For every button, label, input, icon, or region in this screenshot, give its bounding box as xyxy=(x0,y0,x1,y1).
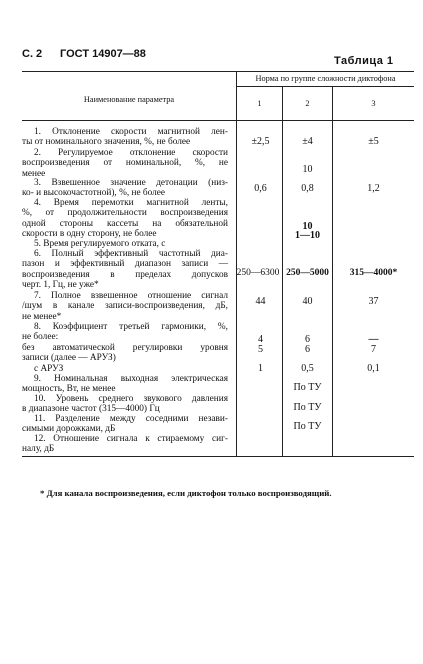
table-row-11-param: 11. Разделение между соседними незави- симыми дорожками, дБ xyxy=(22,414,228,435)
table-row-1-param: 1. Отклонение скорости магнитной лен- ты от номинального значения, %, не более xyxy=(22,127,228,148)
table-row-1-group2: ±4 xyxy=(302,136,313,147)
table-row-10-group2: По ТУ xyxy=(293,382,322,393)
table-row-9-group3: 0,1 xyxy=(367,363,380,374)
table-label: Таблица 1 xyxy=(334,55,394,67)
table-row-10-param: 10. Уровень среднего звукового давления в диапазоне частот (315—4000) Гц xyxy=(22,394,228,415)
header-bottom-rule xyxy=(22,120,414,121)
table-row-8-group3: — xyxy=(368,334,379,345)
table-row-4-param: 4. Время перемотки магнитной ленты, %, от продолжительности воспроизведения одной стороны кассеты на обязательной скорости в одну сторону, не более xyxy=(22,198,228,239)
table-row-3-group1: 0,6 xyxy=(254,183,267,194)
table-row-9-group2: 0,5 xyxy=(301,363,314,374)
param-column-rule xyxy=(236,71,237,457)
group-header: Норма по группе сложности диктофона xyxy=(255,74,396,83)
table-row-7-group2: 40 xyxy=(302,296,313,307)
table-bottom-rule xyxy=(22,456,414,457)
table-top-rule xyxy=(22,71,414,72)
table-row-8b-group3: 7 xyxy=(371,344,376,355)
table-row-3-group2: 0,8 xyxy=(301,183,314,194)
table-row-6-group3: 315—4000* xyxy=(349,268,398,278)
table-row-7-param: 7. Полное взвешенное отношение сигнал /шум в канале записи-воспроизведения, дБ, не менее* xyxy=(22,291,228,322)
table-row-8-group1: 4 xyxy=(258,334,263,345)
group-3-header: 3 xyxy=(371,99,376,108)
table-row-3-param: 3. Взвешенное значение детонации (низ- ко- и высокочастотной), %, не более xyxy=(22,178,228,199)
table-row-8b-group1: 5 xyxy=(258,344,263,355)
standard-number: ГОСТ 14907—88 xyxy=(60,48,146,60)
table-row-7-group3: 37 xyxy=(368,296,379,307)
table-row-8-param: 8. Коэффициент третьей гармоники, %, не более: без автоматической регулировки уровня записи (далее — АРУЗ) xyxy=(22,322,228,363)
group-header-rule xyxy=(236,86,414,87)
table-row-1-group1: ±2,5 xyxy=(251,136,270,147)
table-row-9-group1: 1 xyxy=(258,363,263,374)
table-row-7-group1: 44 xyxy=(255,296,266,307)
group-2-header: 2 xyxy=(305,99,310,108)
group-1-header: 1 xyxy=(257,99,262,108)
table-row-9-param: 9. Номинальная выходная электрическая мощность, Вт, не менее xyxy=(22,374,228,395)
table-row-12-param: 12. Отношение сигнала к стираемому сиг- налу, дБ xyxy=(22,434,228,455)
table-row-6-group1: 250—6300 xyxy=(236,268,280,278)
page-number: С. 2 xyxy=(22,48,43,60)
table-row-3-group3: 1,2 xyxy=(367,183,380,194)
table-row-11-group2: По ТУ xyxy=(293,402,322,413)
table-row-12-group2: По ТУ xyxy=(293,421,322,432)
table-row-6-group2: 250—5000 xyxy=(286,268,329,278)
footnote: * Для канала воспроизведения, если диктофон только воспроизводящий. xyxy=(40,488,332,498)
table-row-2-group2: 10 xyxy=(302,164,313,175)
table-row-8-group2: 6 xyxy=(305,334,310,345)
table-row-1-group3: ±5 xyxy=(368,136,379,147)
table-row-8b-group2: 6 xyxy=(305,344,310,355)
table-row-5-group2: 1—10 xyxy=(295,230,320,241)
table-row-5-param: 5. Время регулируемого отката, с xyxy=(34,239,166,249)
table-row-8b-param: с АРУЗ xyxy=(34,364,64,374)
table-row-4-group2: 10 xyxy=(302,221,313,232)
table-row-6-param: 6. Полный эффективный частотный диа- пазон и эффективный диапазон записи — воспроизведения в пределах допусков черт. 1, Гц, не уже* xyxy=(22,249,228,290)
param-column-header: Наименование параметра xyxy=(83,95,175,104)
table-row-2-param: 2. Регулируемое отклонение скорости воспроизведения от номинальной, %, не менее xyxy=(22,148,228,179)
